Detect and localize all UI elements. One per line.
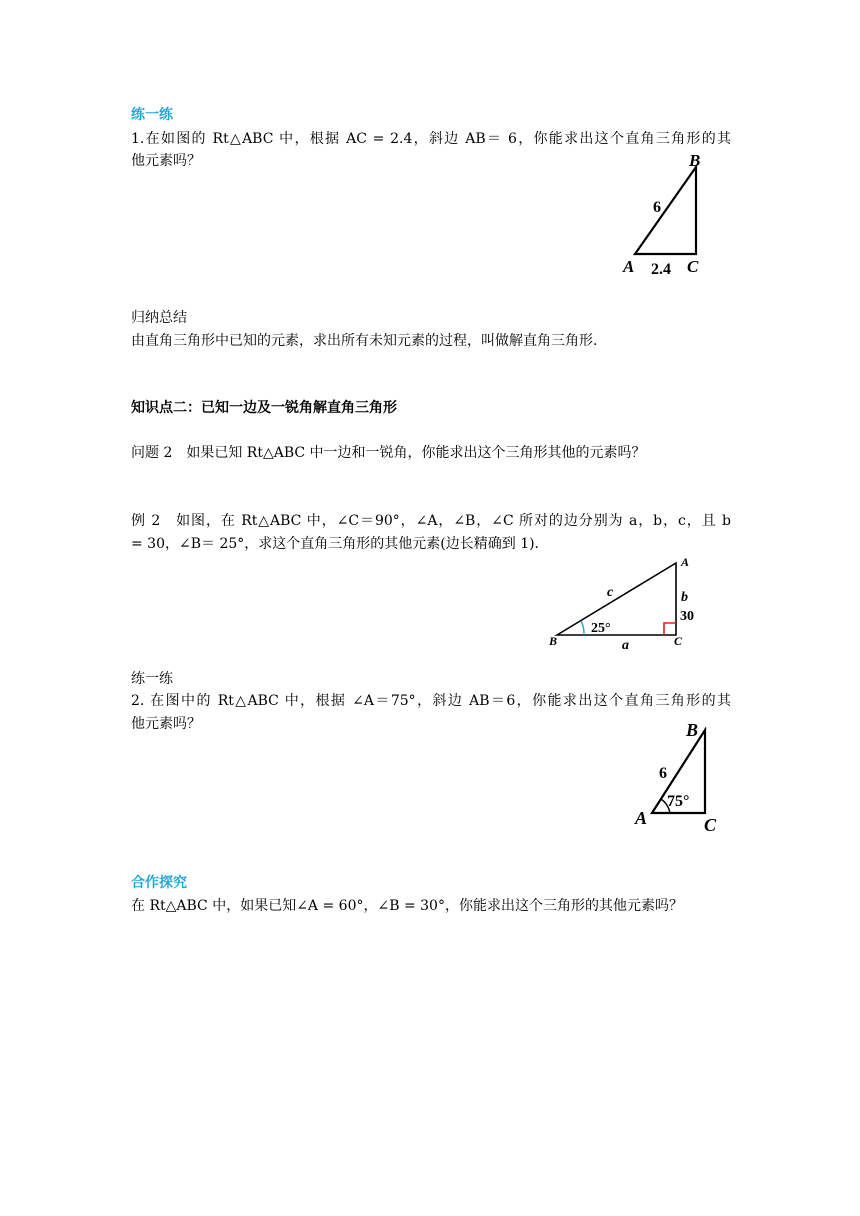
fig2-label-a-side: a [622, 638, 629, 653]
fig1-label-b: B [689, 151, 701, 170]
fig2-label-b-side: b [681, 590, 688, 605]
fig2-label-angle: 25° [591, 621, 611, 636]
problem-2-text: 问题 2 如果已知 Rt△ABC 中一边和一锐角，你能求出这个三角形其他的元素吗？ [131, 445, 646, 461]
summary-text: 由直角三角形中已知的元素，求出所有未知元素的过程，叫做解直角三角形. [131, 333, 598, 349]
question-2-line-2: 他元素吗？ [131, 716, 201, 732]
fig1-label-hypotenuse: 6 [653, 199, 661, 216]
fig3-label-c: C [704, 815, 717, 835]
fig1-label-base: 2.4 [651, 261, 671, 278]
fig1-label-c: C [687, 257, 699, 276]
question-2-line-1: 2. 在图中的 Rt△ABC 中，根据 ∠A＝75°，斜边 AB＝6，你能求出这个直角三角形的其 [131, 693, 731, 709]
summary-heading: 归纳总结 [131, 310, 187, 326]
knowledge-point-2-heading: 知识点二：已知一边及一锐角解直角三角形 [131, 400, 397, 416]
question-1-line-1: 1.在如图的 Rt△ABC 中，根据 AC = 2.4，斜边 AB＝ 6，你能求出这个直角三角形的其 [131, 131, 731, 147]
figure-triangle-1 [615, 150, 715, 282]
fig3-label-hypotenuse: 6 [659, 765, 667, 782]
fig3-label-angle: 75° [667, 793, 690, 810]
fig2-label-a-vertex: A [681, 555, 690, 569]
fig2-label-side-b-value: 30 [680, 609, 694, 624]
fig2-label-c-vertex: C [674, 634, 683, 648]
fig2-label-b-vertex: B [549, 634, 558, 648]
section-heading-practice-1: 练一练 [131, 107, 173, 123]
fig1-label-a: A [623, 257, 635, 276]
figure-triangle-3 [628, 716, 728, 840]
figure-triangle-2 [543, 550, 703, 660]
fig2-label-c-side: c [607, 585, 614, 600]
fig3-label-b: B [686, 720, 699, 740]
cooperate-text: 在 Rt△ABC 中，如果已知∠A = 60°，∠B = 30°，你能求出这个三角形的其他元素吗？ [131, 898, 683, 914]
example-2-line-1: 例 2 如图，在 Rt△ABC 中，∠C＝90°，∠A，∠B，∠C 所对的边分别为 a，b，c，且 b [131, 513, 731, 529]
question-1-line-2: 他元素吗？ [131, 153, 201, 169]
example-2-line-2: = 30，∠B＝ 25°，求这个直角三角形的其他元素(边长精确到 1). [131, 536, 540, 552]
fig2-angle-arc [581, 621, 584, 635]
section-heading-practice-2: 练一练 [131, 671, 173, 687]
cooperate-heading: 合作探究 [131, 875, 187, 891]
fig3-label-a: A [635, 808, 648, 828]
